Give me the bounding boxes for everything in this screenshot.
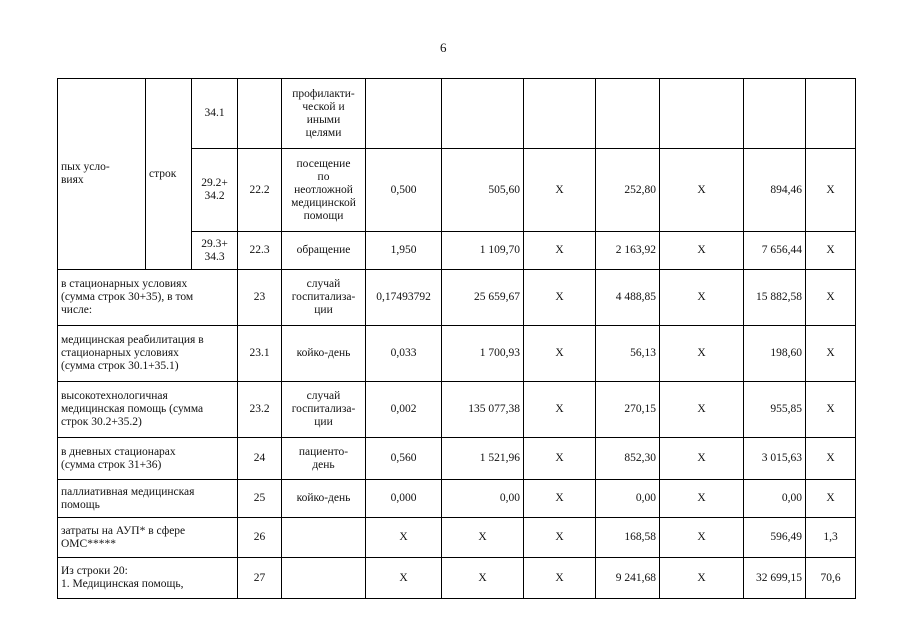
value-cell: 955,85 — [744, 382, 806, 438]
value-cell: X — [806, 270, 856, 326]
row-label: Из строки 20: 1. Медицинская помощь, — [58, 558, 238, 599]
value-cell: X — [524, 438, 596, 480]
line-number: 25 — [238, 480, 282, 518]
value-cell — [660, 79, 744, 149]
line-number: 23.2 — [238, 382, 282, 438]
value-cell: 1 109,70 — [442, 232, 524, 270]
value-cell: 15 882,58 — [744, 270, 806, 326]
unit-cell: случай госпитализа- ции — [282, 382, 366, 438]
value-cell: 1,3 — [806, 518, 856, 558]
table-row — [58, 480, 856, 518]
row-label: затраты на АУП* в сфере ОМС***** — [58, 518, 238, 558]
table-row — [58, 558, 856, 599]
value-cell — [442, 79, 524, 149]
value-cell: X — [660, 326, 744, 382]
value-cell: 1 700,93 — [442, 326, 524, 382]
value-cell: 168,58 — [596, 518, 660, 558]
value-cell: 198,60 — [744, 326, 806, 382]
value-cell: X — [806, 232, 856, 270]
value-cell: X — [442, 518, 524, 558]
value-cell: 25 659,67 — [442, 270, 524, 326]
unit-cell: обращение — [282, 232, 366, 270]
line-number: 23.1 — [238, 326, 282, 382]
value-cell: 0,00 — [596, 480, 660, 518]
unit-cell: профилакти- ческой и иными целями — [282, 79, 366, 149]
value-cell: X — [806, 480, 856, 518]
row-label: в стационарных условиях (сумма строк 30+35), в том числе: — [58, 270, 238, 326]
value-cell: 0,000 — [366, 480, 442, 518]
value-cell: 0,033 — [366, 326, 442, 382]
value-cell: X — [660, 480, 744, 518]
value-cell: 1,950 — [366, 232, 442, 270]
value-cell: 4 488,85 — [596, 270, 660, 326]
row-label: пых усло- виях — [58, 79, 146, 270]
value-cell: 505,60 — [442, 149, 524, 232]
table-row — [58, 79, 856, 149]
value-cell: 0,500 — [366, 149, 442, 232]
table-row — [58, 270, 856, 326]
value-cell: 70,6 — [806, 558, 856, 599]
unit-cell — [282, 518, 366, 558]
unit-cell: пациенто- день — [282, 438, 366, 480]
value-cell — [806, 79, 856, 149]
value-cell: 894,46 — [744, 149, 806, 232]
value-cell: X — [660, 518, 744, 558]
line-number: 23 — [238, 270, 282, 326]
line-ref: 29.2+ 34.2 — [192, 149, 238, 232]
value-cell: 0,00 — [744, 480, 806, 518]
value-cell: 0,002 — [366, 382, 442, 438]
unit-cell: койко-день — [282, 326, 366, 382]
value-cell: 1 521,96 — [442, 438, 524, 480]
line-number: 22.3 — [238, 232, 282, 270]
value-cell: X — [806, 149, 856, 232]
row-label: в дневных стационарах (сумма строк 31+36) — [58, 438, 238, 480]
value-cell: X — [660, 558, 744, 599]
row-label: медицинская реабилитация в стационарных условиях (сумма строк 30.1+35.1) — [58, 326, 238, 382]
value-cell: X — [524, 232, 596, 270]
value-cell: 596,49 — [744, 518, 806, 558]
value-cell: X — [524, 382, 596, 438]
value-cell: 0,17493792 — [366, 270, 442, 326]
line-ref: 29.3+ 34.3 — [192, 232, 238, 270]
value-cell: X — [806, 326, 856, 382]
value-cell: 3 015,63 — [744, 438, 806, 480]
unit-cell: посещение по неотложной медицинской помощи — [282, 149, 366, 232]
page-number: 6 — [440, 40, 447, 55]
unit-cell: койко-день — [282, 480, 366, 518]
value-cell: 270,15 — [596, 382, 660, 438]
value-cell: X — [660, 438, 744, 480]
unit-cell: случай госпитализа- ции — [282, 270, 366, 326]
value-cell: 2 163,92 — [596, 232, 660, 270]
value-cell: X — [660, 270, 744, 326]
line-ref: 34.1 — [192, 79, 238, 149]
row-label: высокотехнологичная медицинская помощь (сумма строк 30.2+35.2) — [58, 382, 238, 438]
line-number: 22.2 — [238, 149, 282, 232]
value-cell: 135 077,38 — [442, 382, 524, 438]
value-cell: X — [524, 518, 596, 558]
value-cell: X — [524, 270, 596, 326]
value-cell: X — [366, 518, 442, 558]
value-cell: X — [366, 558, 442, 599]
value-cell: 9 241,68 — [596, 558, 660, 599]
value-cell: 7 656,44 — [744, 232, 806, 270]
value-cell: 0,00 — [442, 480, 524, 518]
unit-cell — [282, 558, 366, 599]
value-cell: X — [524, 480, 596, 518]
value-cell: X — [660, 232, 744, 270]
value-cell — [524, 79, 596, 149]
value-cell: X — [660, 149, 744, 232]
line-number: 24 — [238, 438, 282, 480]
data-table — [57, 78, 856, 599]
value-cell: 32 699,15 — [744, 558, 806, 599]
value-cell — [744, 79, 806, 149]
value-cell — [366, 79, 442, 149]
value-cell: X — [660, 382, 744, 438]
value-cell: 56,13 — [596, 326, 660, 382]
value-cell: X — [442, 558, 524, 599]
table-row — [58, 518, 856, 558]
table-row — [58, 382, 856, 438]
row-label: паллиативная медицинская помощь — [58, 480, 238, 518]
value-cell: 0,560 — [366, 438, 442, 480]
row-sublabel: строк — [146, 79, 192, 270]
value-cell: X — [806, 382, 856, 438]
table-row — [58, 438, 856, 480]
value-cell: X — [524, 326, 596, 382]
value-cell: X — [524, 149, 596, 232]
value-cell: 852,30 — [596, 438, 660, 480]
table-row — [58, 326, 856, 382]
value-cell — [596, 79, 660, 149]
value-cell: X — [524, 558, 596, 599]
line-number — [238, 79, 282, 149]
line-number: 27 — [238, 558, 282, 599]
value-cell: X — [806, 438, 856, 480]
line-number: 26 — [238, 518, 282, 558]
value-cell: 252,80 — [596, 149, 660, 232]
